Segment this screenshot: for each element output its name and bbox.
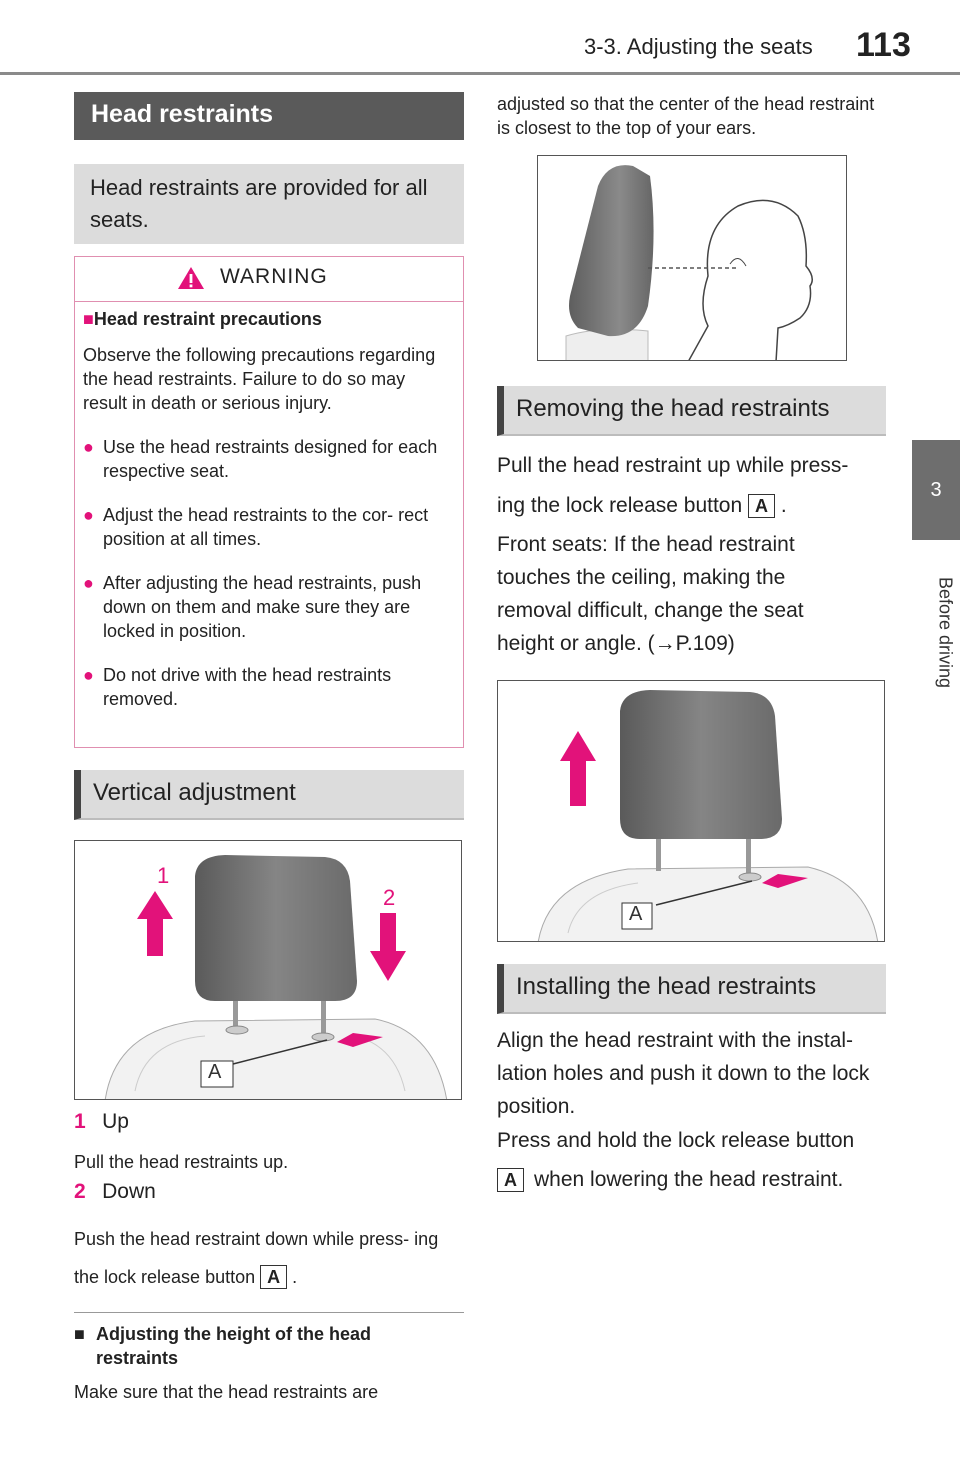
circle-bullet-icon: ● [83, 573, 94, 593]
warning-intro: Observe the following precautions regarding the head restraints. Failure to do so may result in death or serious injury. [83, 345, 436, 413]
note-divider [74, 1312, 464, 1313]
warning-bullet-text: After adjusting the head restraints, push down on them and make sure they are locked in position. [103, 573, 422, 641]
step-number: 2 [74, 1180, 86, 1203]
warning-box [74, 256, 464, 748]
removing-figure-drawing [498, 681, 885, 942]
installing-text3: when lowering the head restraint. [534, 1168, 844, 1191]
circle-bullet-icon: ● [83, 505, 94, 525]
front-seats-note: Front seats: If the head restraint touches the ceiling, making the removal difficult, change the seat height or angle. (→P.109) [497, 533, 804, 655]
step-label: Down [102, 1180, 156, 1203]
removing-figure [497, 680, 885, 942]
step-2-desc-text: Push the head restraint down while press- ing the lock release button [74, 1229, 439, 1287]
vertical-figure-drawing [75, 841, 462, 1100]
step-1 [74, 1110, 464, 1134]
removing-text [497, 446, 887, 526]
removing-heading: Removing the head restraints [497, 386, 886, 436]
step-2-end: . [292, 1267, 298, 1287]
removing-text-line1: Pull the head restraint up while press- [497, 454, 849, 477]
warning-bullet [83, 503, 453, 551]
warning-bullet [83, 435, 453, 483]
square-bullet-icon: ■ [83, 309, 94, 329]
step-number: 1 [74, 1110, 86, 1133]
chapter-label-text: Before driving [935, 576, 956, 689]
warning-bullet [83, 663, 453, 711]
step-2-desc [74, 1220, 464, 1296]
vertical-adjustment-heading: Vertical adjustment [74, 770, 464, 820]
installing-heading: Installing the head restraints [497, 964, 886, 1014]
header-section-title: 3-3. Adjusting the seats [584, 34, 813, 59]
lock-release-button-ref: A [260, 1265, 287, 1289]
installing-text2: Press and hold the lock release button [497, 1129, 855, 1152]
fig-label-a: A [208, 1061, 222, 1083]
note-title-text: Adjusting the height of the head restraints [96, 1324, 371, 1368]
chapter-tab[interactable]: 3 [912, 440, 960, 540]
warning-subtitle-text: Head restraint precautions [93, 309, 322, 329]
fig-label-a: A [629, 903, 643, 925]
warning-bullet [83, 571, 453, 643]
lock-release-button-ref: A [748, 494, 775, 518]
note-text-continued: adjusted so that the center of the head restraint is closest to the top of your ears. [497, 94, 875, 138]
circle-bullet-icon: ● [83, 437, 94, 457]
step-label: Up [102, 1110, 129, 1133]
warning-header [75, 257, 463, 302]
header-divider [0, 72, 960, 75]
square-bullet-icon: ■ [74, 1324, 85, 1344]
ear-level-drawing [538, 156, 847, 361]
warning-subtitle [83, 307, 453, 331]
warning-bullet-text: Adjust the head restraints to the cor- rect position at all times. [103, 505, 429, 549]
removing-text-end: . [780, 494, 787, 517]
vertical-adjustment-figure [74, 840, 462, 1100]
chapter-label [932, 560, 956, 710]
warning-body [83, 307, 453, 711]
circle-bullet-icon: ● [83, 665, 94, 685]
removing-text-line2-text: ing the lock release button [497, 494, 743, 517]
lock-release-button-ref: A [497, 1168, 524, 1192]
warning-bullet-text: Use the head restraints designed for each respective seat. [103, 437, 438, 481]
fig-label-1: 1 [157, 863, 170, 888]
ear-level-figure [537, 155, 847, 361]
removing-text-line2 [497, 486, 887, 526]
step-2 [74, 1180, 464, 1204]
fig-label-2: 2 [383, 885, 396, 910]
note-title [74, 1322, 454, 1370]
installing-text3-line [497, 1164, 887, 1196]
head-restraints-heading: Head restraints [74, 92, 464, 140]
note-text-start: Make sure that the head restraints are [74, 1382, 379, 1402]
head-restraints-intro: Head restraints are provided for all seats. [74, 164, 464, 244]
warning-title: WARNING [220, 265, 328, 288]
installing-text1: Align the head restraint with the instal- lation holes and push it down to the lock position. [497, 1029, 870, 1118]
step-1-desc: Pull the head restraints up. [74, 1152, 289, 1172]
warning-bullet-text: Do not drive with the head restraints removed. [103, 665, 392, 709]
page-number: 113 [856, 26, 911, 64]
warning-triangle-icon [177, 265, 205, 291]
